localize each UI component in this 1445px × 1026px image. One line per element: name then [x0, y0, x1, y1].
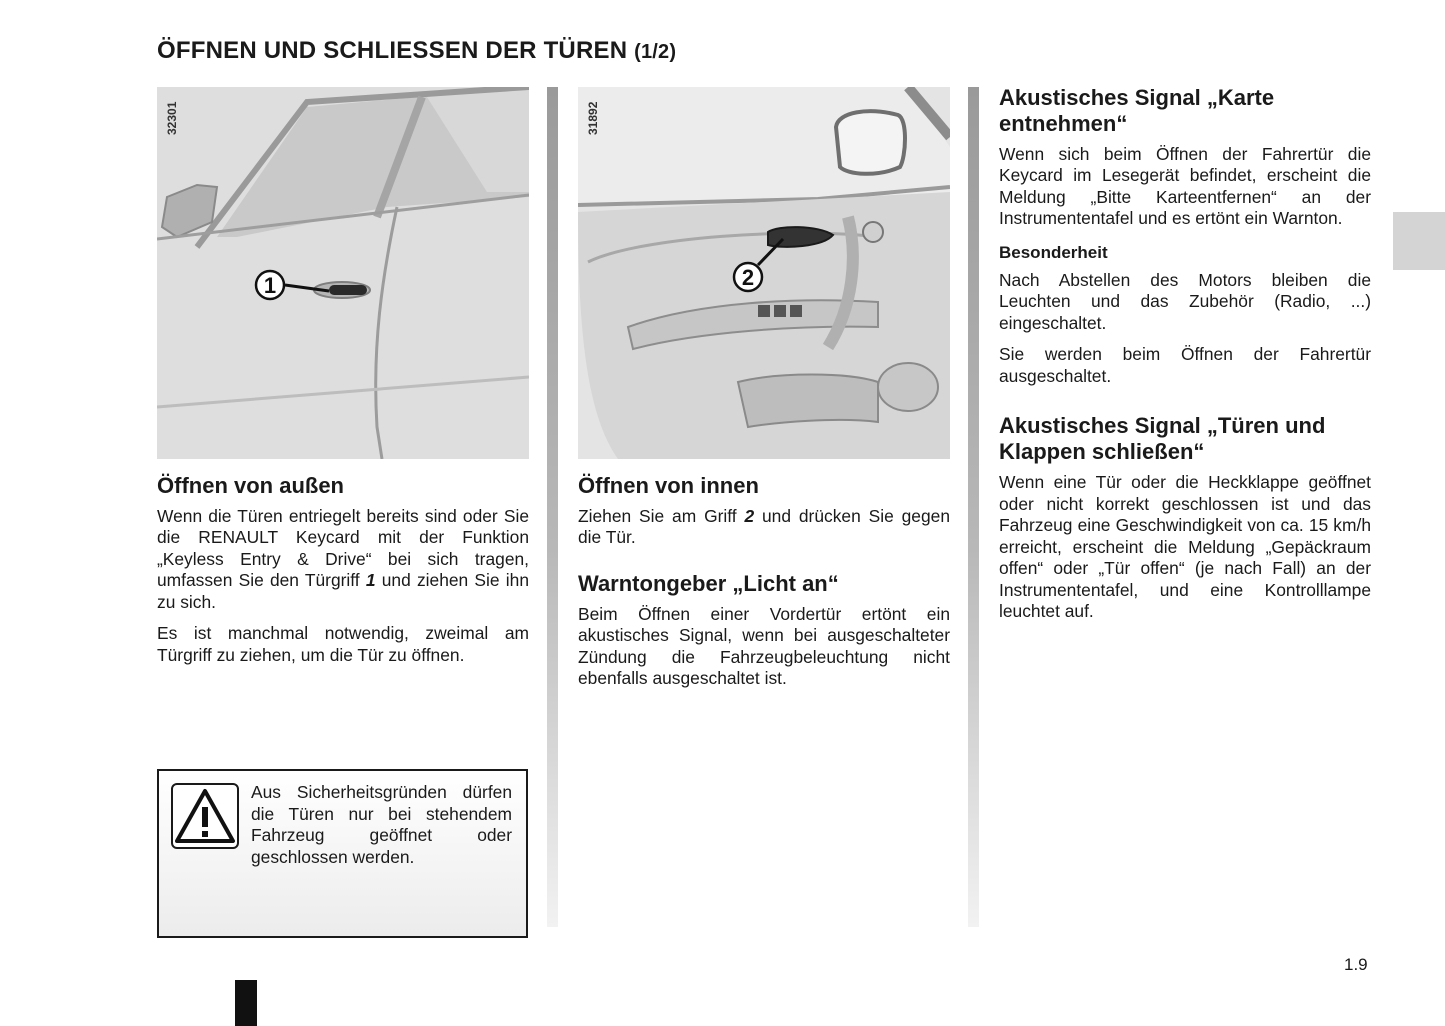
- figure-code: 32301: [165, 101, 179, 135]
- text-run: und drücken Sie gegen die Tür.: [578, 505, 950, 548]
- page-title: [157, 37, 676, 65]
- interior-door-illustration: [578, 87, 950, 459]
- text-run: Wenn die Türen entriegelt bereits sind oder Sie die RENAULT Keycard mit der Funktion „Keyless Entry & Drive“ bei sich tragen, umfassen Sie den Türgriff: [157, 505, 529, 591]
- column-left: [157, 87, 529, 676]
- handle-reference-number: 2: [744, 505, 755, 526]
- paragraph-lights-on-warning: Beim Öffnen einer Vordertür ertönt ein akustisches Signal, wenn bei ausgeschalteter Zündung die Fahrzeugbeleuchtung nicht ebenfalls ausgeschaltet ist.: [578, 603, 950, 689]
- chapter-tab-marker: [1393, 212, 1445, 270]
- heading-remove-card-signal: Akustisches Signal „Karte entnehmen“: [999, 85, 1275, 136]
- column-right: [999, 85, 1371, 633]
- safety-warning-box: [157, 769, 528, 938]
- callout-2-label: 2: [741, 265, 755, 290]
- page-title-part: (1/2): [634, 41, 677, 63]
- paragraph-remove-card-signal: Wenn sich beim Öffnen der Fahrertür die Keycard im Lesegerät befindet, erscheint die Meldung „Bitte Karteentfernen“ an der Instrumententafel und es ertönt ein Warnton.: [999, 143, 1371, 229]
- page-number: 1.9: [1344, 955, 1368, 974]
- figure-exterior-door: [157, 87, 529, 459]
- text-run: und ziehen Sie ihn zu sich.: [157, 570, 529, 612]
- paragraph-pull-twice: Es ist manchmal notwendig, zweimal am Türgriff zu ziehen, um die Tür zu öffnen.: [157, 623, 529, 665]
- column-divider: [547, 87, 558, 927]
- text-run: Ziehen Sie am Griff: [578, 505, 745, 526]
- handle-reference-number: 1: [365, 570, 376, 591]
- paragraph-open-outside: [157, 506, 529, 614]
- warning-triangle-icon: [171, 783, 239, 849]
- heading-close-doors-signal: Akustisches Signal „Türen und Klappen schließen“: [999, 413, 1326, 465]
- paragraph-close-doors-signal: Wenn eine Tür oder die Heckklappe geöffnet oder nicht korrekt geschlossen ist und das Fahrzeug eine Geschwindigkeit von ca. 15 km/h erreicht, erscheint die Meldung „Gepäckraum offen“ oder „Tür offen“ (je nach Fall) an der Instrumententafel, und eine Kontrolllampe leuchtet auf.: [999, 472, 1371, 622]
- subheading-special-note: Besonderheit: [999, 242, 1108, 262]
- print-mark: [235, 980, 257, 1026]
- exterior-door-illustration: [157, 87, 529, 459]
- page-title-text: ÖFFNEN UND SCHLIESSEN DER TÜREN: [157, 37, 628, 64]
- heading-open-outside: Öffnen von außen: [157, 473, 344, 498]
- heading-open-inside: Öffnen von innen: [578, 473, 759, 498]
- heading-lights-on-warning: Warntongeber „Licht an“: [578, 570, 839, 596]
- column-middle: [578, 87, 950, 700]
- paragraph-open-inside: [578, 506, 950, 549]
- figure-code: 31892: [586, 101, 600, 135]
- safety-warning-text: Aus Sicherheitsgründen dürfen die Türen nur bei stehendem Fahrzeug geöffnet oder geschlossen werden.: [251, 782, 512, 867]
- callout-1-label: 1: [263, 273, 277, 298]
- column-divider: [968, 87, 979, 927]
- paragraph-lights-stay-on: Nach Abstellen des Motors bleiben die Leuchten und das Zubehör (Radio, ...) eingeschaltet.: [999, 269, 1371, 333]
- figure-interior-door: [578, 87, 950, 459]
- paragraph-switched-off: Sie werden beim Öffnen der Fahrertür ausgeschaltet.: [999, 344, 1371, 386]
